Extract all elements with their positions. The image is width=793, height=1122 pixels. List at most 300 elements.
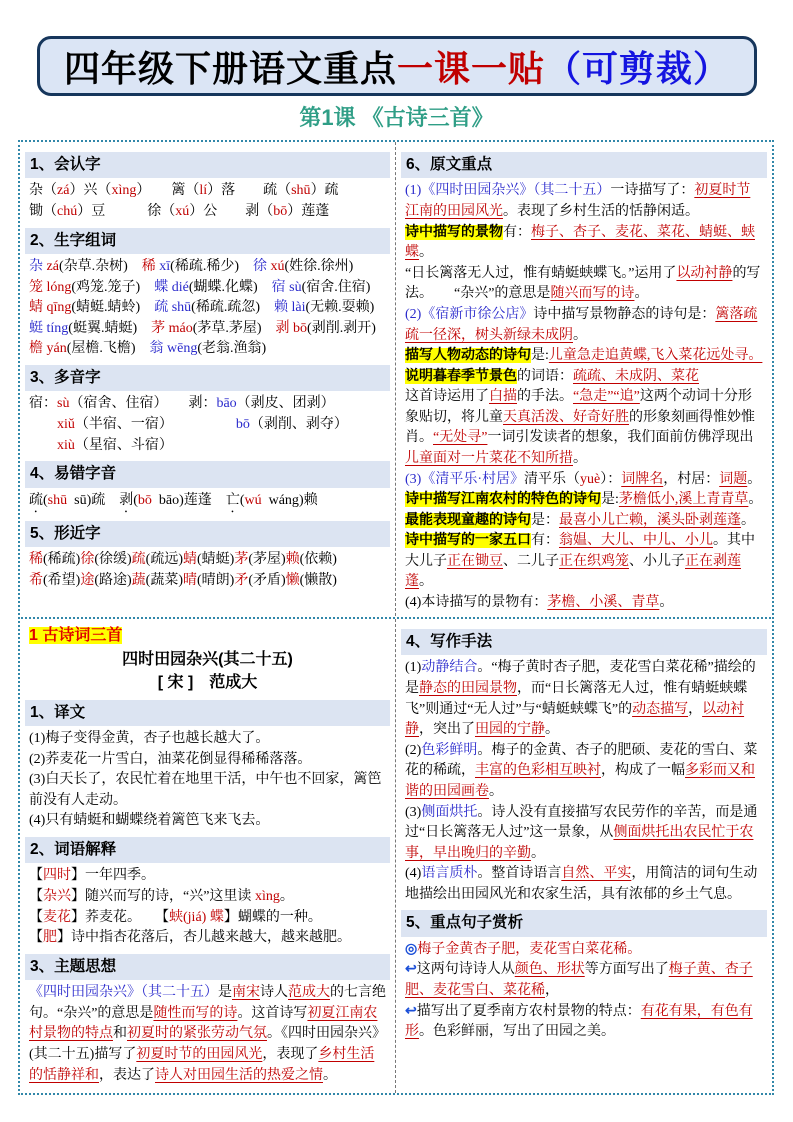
text-segment: 等方面写出了 [584,962,669,978]
text-segment: 是: [601,492,619,508]
text-segment: 】随兴而写的诗，“兴”这里读 [71,889,255,905]
text-segment: ，构成了一幅 [601,763,685,779]
text-line [405,803,763,865]
text-segment: 稀 [141,259,160,275]
text-segment: (1)《四时田园杂兴》（其二十五） [405,183,611,199]
text-segment: (蜻蜓) [196,552,235,568]
text-segment: 正在剥莲蓬 [405,553,741,590]
text-segment [212,493,226,508]
text-segment: 稀 [29,552,43,568]
text-segment: (4)本诗描写的景物有： [405,595,548,611]
text-line [405,864,763,905]
text-segment: 初夏江南农村景物的特点 [29,1005,378,1042]
section-header: 3、主题思想 [25,954,390,980]
text-segment: 随性而写的诗 [153,1005,238,1021]
text-segment: 。这首诗写 [237,1005,308,1021]
text-segment: bāo [216,396,237,412]
text-segment: yán [46,341,67,357]
text-segment: (疏远) [145,552,183,568]
text-segment: 初夏时的紧张劳动气氛 [127,1026,267,1042]
text-segment: ◎ [405,941,418,957]
text-segment [29,417,57,432]
text-line [29,436,386,457]
text-segment: 蝶 [154,279,172,295]
text-segment: ）莲蓬 [287,204,330,220]
text-segment: 随兴而写的诗 [550,286,635,302]
lesson-subtitle: 第1课 《古诗三首》 [299,105,494,130]
text-segment: (老翁.渔翁) [197,341,267,357]
text-line [29,339,386,360]
text-segment: 杂 [29,259,47,275]
text-segment: (姓徐.徐州) [284,259,354,275]
text-segment: (4)只有蜻蜓和蝴蝶绕着篱笆飞来飞去。 [29,813,270,829]
text-segment: 剥 [275,320,294,336]
text-segment: 初夏时节的田园风光 [136,1046,263,1062]
content-box-1 [18,140,774,623]
text-segment: sū [67,492,87,508]
text-segment: (稀疏) [43,552,81,568]
text-segment: (屋檐.飞檐) [66,341,136,357]
text-segment: 。 [747,471,762,487]
text-segment [29,438,57,453]
text-segment: 茅 [234,552,249,568]
text-segment: 色彩鲜明 [421,742,478,758]
text-segment: 懒 [285,572,300,588]
text-segment: 。 [741,512,755,528]
text-segment: shū [171,300,192,316]
text-segment: ）兴（ [69,183,112,199]
text-segment: 。其中大儿子 [405,533,755,569]
text-line [405,1002,763,1043]
text-segment: xú [270,259,285,275]
text-segment: (稀疏.稀少) [170,259,239,275]
text-line [29,202,386,223]
text-segment: 蔬 [131,572,146,588]
text-segment: 疏（ [263,183,292,199]
text-segment: 的词语： [517,368,573,384]
text-segment: 诗中描写景物静态的诗句是： [533,306,716,322]
text-segment: 儿童急走追黄蝶,飞入菜花远处寻。 [548,348,763,364]
text-segment: 茅檐、小溪、青草 [547,595,660,611]
text-segment: 多彩而又和谐的田园画卷 [405,763,755,799]
text-segment: （剥皮、团剥） [236,396,335,412]
text-segment: bō [137,492,152,508]
text-segment: 儿童面对一片菜花不知所措 [405,450,573,466]
text-segment: xiù [57,437,75,453]
text-segment: 途 [80,572,95,588]
section-header: 4、写作手法 [401,629,767,655]
text-segment: 有花有果，有色有形 [405,1003,753,1040]
text-segment: 田园的宁静 [475,722,545,738]
text-segment: xī [159,259,171,275]
text-segment [140,300,154,315]
text-segment: 麦花 [43,909,71,925]
text-segment [143,183,171,198]
text-line [29,908,386,929]
text-line [29,278,386,299]
text-segment: dié [171,279,189,295]
text-segment: (徐缓) [94,552,132,568]
text-segment: 。 [531,845,545,861]
section-header: 6、原文重点 [401,152,767,178]
text-segment [136,341,150,356]
text-segment: 【 [29,909,43,925]
text-segment: (蔬菜) [145,572,183,588]
text-segment: bō [235,417,250,433]
text-segment: 宿 [271,279,290,295]
text-segment: 是: [531,348,549,364]
section-header: 3、多音字 [25,365,390,391]
text-segment: 翁 [149,341,168,357]
text-segment: 剥（ [245,204,274,220]
text-segment: 【 [29,889,43,905]
text-segment: 矛 [234,572,249,588]
text-line [29,866,386,887]
text-segment: sù [289,279,302,295]
text-segment: “急走”“追” [573,389,640,405]
text-segment: 这两个动词十分形象贴切，将儿童 [405,389,752,425]
text-line [405,511,763,532]
text-segment: 。《四时田园杂兴》(其二十五)描写了 [29,1026,386,1062]
text-line [405,490,763,511]
text-segment: 一词引发读者的想象，我们面前仿佛浮现出 [487,430,754,446]
text-segment: 赖 [274,300,292,316]
text-segment: 语言质朴 [421,866,478,882]
text-segment: 正在织鸡笼 [559,553,629,569]
text-line [29,648,386,672]
text-segment: ，表达了 [99,1067,155,1083]
box2-right-column [396,619,772,1093]
text-segment: ( [133,492,138,508]
text-line [29,983,386,1086]
text-segment: (稀疏.疏忽) [191,300,260,316]
text-segment: ）豆 [77,204,106,220]
text-line [405,305,763,346]
text-segment: (晴朗) [196,572,235,588]
text-segment: 诗人对田园生活的热爱之情 [155,1067,323,1083]
text-segment: 疏 [154,300,172,316]
text-segment: （半宿、一宿） [74,417,166,433]
text-segment: xú [175,204,190,220]
text-segment: ）： [600,471,622,487]
text-segment: 有： [531,533,559,549]
text-segment: xiǔ [57,417,75,433]
text-segment: 以动衬静 [676,265,733,281]
text-segment [260,300,274,315]
text-segment: 梅子黄、杏子肥、麦花雪白、菜花稀 [405,962,753,999]
box1-left-column [20,142,396,621]
text-segment: ，突出了 [419,722,475,738]
text-line [29,624,386,648]
text-segment: )赖 [298,492,318,508]
section-header: 2、词语解释 [25,837,390,863]
text-segment: 1 古诗词三首 [29,627,123,644]
text-segment: 描写人物动态的诗句 [405,348,531,364]
text-segment: （星宿、斗宿） [74,437,173,453]
text-segment: 。整首诗语言 [477,866,562,882]
text-segment: 描写出了夏季南方农村景物的特点： [416,1003,641,1019]
text-segment: 】一年四季。 [71,868,155,884]
text-segment: 剥 [119,492,134,508]
text-segment: qīng [46,300,72,316]
text-segment: 梅子、杏子、麦花、菜花、蜻蜓、蛱蝶 [405,224,755,261]
content-box-2 [18,617,774,1095]
text-segment: sù [57,396,70,412]
text-segment: 的写法。 “杂兴”的意思是 [405,265,761,302]
text-segment: 、小儿子 [629,553,685,569]
text-segment: (茅屋) [248,552,286,568]
text-segment: 蜓 [29,320,47,336]
text-segment [160,396,188,411]
text-segment: 一诗描写了： [610,183,695,199]
text-segment: 清平乐（ [524,471,580,487]
text-segment: 诗中描写的一家五口 [405,533,531,549]
text-segment: 【 [29,868,43,884]
title-text-red: 一课一贴 [396,47,545,89]
text-segment: 是： [531,512,559,528]
text-segment: ( [239,492,245,508]
text-segment: tíng [46,320,69,336]
text-line [405,181,763,222]
text-segment: 。 [748,492,763,508]
text-segment: 檐 [29,341,47,357]
text-segment: ，表现了 [262,1046,319,1062]
title-text-blue: （可剪裁） [545,47,731,89]
text-line [29,181,386,202]
text-segment: (3)《清平乐·村居》 [405,471,524,487]
text-segment: (杂草.杂树) [58,259,128,275]
text-segment: chú [57,204,78,220]
text-line [405,346,763,367]
text-segment: 。色彩鲜丽，写出了田园之美。 [419,1024,615,1040]
text-segment: 颜色、形状 [514,962,585,978]
text-segment: xìng [254,889,280,905]
text-segment: 最喜小儿亡赖，溪头卧剥莲蓬 [559,512,741,528]
text-segment: 。 [573,327,587,343]
text-segment: 乡村生活的恬静祥和 [29,1046,375,1083]
text-line [29,319,386,340]
text-segment: 剥： [188,396,217,412]
text-line [405,531,763,593]
text-segment: 徐 [80,552,95,568]
text-segment: 】荞麦花。 【 [71,909,169,925]
text-segment: (3) [405,804,422,820]
text-line [29,811,386,832]
text-segment: ）落 [207,183,236,199]
text-segment: 、二儿子 [503,553,559,569]
text-segment: 静态的田园景物 [419,681,517,697]
section-header: 4、易错字音 [25,461,390,487]
text-segment: 《四时田园杂兴》（其二十五） [29,985,218,1001]
text-segment: 。诗人没有直接描写农民劳作的辛苦，而是通过“日长篱落无人过”这一景象，从 [405,804,758,841]
text-segment: 。 [489,783,503,799]
text-segment: （剥削、剥夺） [249,417,348,433]
text-segment: bāo [151,492,180,508]
text-segment: 翁媪、大儿、中儿、小儿 [559,533,713,549]
text-segment: 。 [634,286,649,302]
text-segment: 锄（ [29,204,57,220]
text-segment: ， [688,701,703,717]
text-segment: 徐 [252,259,271,275]
text-segment: (希望) [43,572,81,588]
text-segment: 。梅子的金黄、杏子的肥硕、麦花的雪白、菜花的稀疏， [405,742,758,779]
text-segment [140,280,154,295]
text-segment: 。 [279,889,294,905]
text-segment: 的形象刻画得惟妙惟肖。 [405,409,755,446]
text-segment: 【 [29,930,43,946]
text-segment [137,321,151,336]
text-line [405,387,763,469]
text-segment: ↩ [405,962,417,978]
text-segment: 。“梅子黄时杏子肥，麦花雪白菜花稀”描绘的是 [405,660,756,697]
text-segment [128,259,142,274]
text-line [29,571,386,592]
text-segment: (2)《宿新市徐公店》 [405,306,534,322]
text-segment: 。 [573,450,587,466]
text-segment: 自然、平实 [561,866,632,882]
text-segment: 诗中描写的景物 [405,224,503,240]
text-segment: 肥 [43,930,57,946]
text-segment: 的七言绝句。“杂兴”的意思是 [29,985,386,1021]
text-segment: 侧面烘托 [421,804,478,820]
text-segment [105,204,147,219]
text-segment: lài [291,300,306,316]
section-header: 1、译文 [25,700,390,726]
text-segment: 杂兴 [43,889,71,905]
text-segment: 这两句诗诗人从 [416,962,515,978]
text-segment: ） [136,183,144,199]
text-segment: 动态描写 [632,701,689,717]
text-segment: wēng [167,341,198,357]
text-segment: máo [168,320,193,336]
text-segment: (茅草.茅屋) [192,320,262,336]
text-segment: ，用简洁的词句生动地描绘出田园风光和农家生活，具有浓郁的乡土气息。 [405,866,758,902]
text-segment: (1)梅子变得金黄，杏子也越长越大了。 [29,731,270,747]
text-segment: shū [47,492,68,508]
text-segment: 侧面烘托出农民忙于农事，早出晚归的辛勤 [405,825,754,861]
text-segment [239,259,253,274]
title-text-black: 四年级下册语文重点 [63,47,397,89]
text-line [29,491,386,516]
text-segment: (宿舍.住宿) [301,279,371,295]
text-segment: 诗中描写江南农村的特色的诗句 [405,492,601,508]
page-title-banner [37,36,757,96]
text-segment: 范成大 [288,985,330,1001]
text-segment: ）公 [189,204,218,220]
text-line [29,770,386,811]
text-segment: xìng [111,183,137,199]
text-segment: 笼 [29,279,47,295]
text-segment: (4) [405,866,422,882]
box1-right-column [396,142,772,621]
text-segment: (矛盾) [248,572,286,588]
text-segment: 是 [218,985,232,1001]
text-segment: 亡 [225,492,240,508]
section-header: 5、形近字 [25,521,390,547]
text-line [405,264,763,305]
text-line [405,593,763,614]
text-segment: ）疏 [310,183,339,199]
text-segment: wáng [261,492,299,508]
text-segment: )莲蓬 [179,492,212,508]
text-line [405,741,763,803]
text-line [29,298,386,319]
text-segment [235,183,263,198]
text-segment: 蛱(jiá) 蝶 [169,909,224,925]
text-line [29,257,386,278]
text-segment [166,417,236,432]
text-segment: bō [293,320,308,336]
text-segment: 疏 [131,552,146,568]
text-segment: 南宋 [232,985,260,1001]
text-segment: 篱落疏疏一径深，树头新绿未成阴 [405,306,758,343]
section-header: 5、重点句子赏析 [401,910,767,936]
text-segment: (依赖) [299,552,337,568]
text-segment [262,321,276,336]
text-line [405,367,763,388]
text-line [405,960,763,1001]
text-segment: 白描 [489,389,517,405]
text-segment: 和 [113,1026,127,1042]
text-segment: “无处寻” [433,430,488,446]
section-header: 1、会认字 [25,152,390,178]
text-segment: 蜻 [29,300,47,316]
text-segment: (剥削.剥开) [307,320,376,336]
text-segment: ，村居： [663,471,720,487]
text-segment: 词牌名 [621,471,664,487]
text-line [29,750,386,771]
text-segment: shū [291,183,311,199]
text-segment: (路途) [94,572,132,588]
text-segment: 宿： [29,396,57,412]
text-segment: ，而“日长篱落无人过，惟有蜻蜓蛱蝶飞”则通过“无人过”与“蜻蜓蛱蝶飞”的 [405,681,748,717]
text-segment: 。 [545,722,559,738]
text-segment: (1) [405,660,422,676]
text-segment: ， [545,983,559,999]
text-segment: 赖 [285,552,300,568]
text-segment: lóng [46,279,72,295]
text-segment: (蝴蝶.化蝶) [188,279,258,295]
text-line [405,470,763,491]
text-segment: 动静结合 [421,660,478,676]
text-segment: [ 宋 ] 范成大 [157,674,258,692]
text-segment [217,204,245,219]
text-segment: (蜻蜓.蜻蛉) [71,300,141,316]
text-segment: 正在锄豆 [447,553,503,569]
text-line [29,394,386,415]
text-segment: bō [273,204,288,220]
text-segment: 篱（ [171,183,200,199]
text-segment: (2)荞麦花一片雪白，油菜花倒显得稀稀落落。 [29,751,312,767]
text-line [405,940,763,961]
text-line [405,658,763,740]
text-segment: 梅子金黄杏子肥，麦花雪白菜花稀。 [417,941,642,957]
text-segment: 杂（ [29,183,57,199]
text-segment: 天真活泼、好奇好胜 [503,409,629,425]
text-segment: yuè [580,471,601,487]
text-segment: )疏 [86,492,106,508]
text-line [29,928,386,949]
text-segment: 诗人 [260,985,288,1001]
text-segment: 。表现了乡村生活的恬静闲适。 [503,204,699,220]
text-segment: 这首诗运用了 [405,389,489,405]
text-segment: lí [199,183,208,199]
text-segment: 蜻 [182,552,197,568]
text-segment: 茅 [151,320,169,336]
text-segment: zá [46,259,59,275]
text-segment: (鸡笼.笼子) [71,279,141,295]
text-segment [105,493,119,508]
